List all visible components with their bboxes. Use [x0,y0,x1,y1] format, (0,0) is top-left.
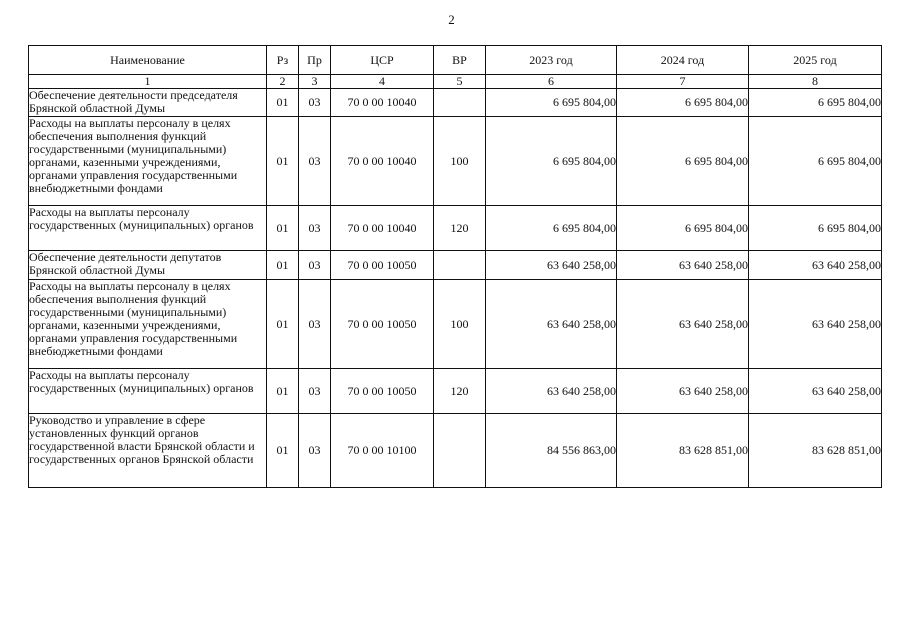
row-rz: 01 [267,251,299,280]
row-vr: 100 [434,280,486,369]
header-2023: 2023 год [486,46,617,75]
row-amount-2025: 63 640 258,00 [749,251,882,280]
row-amount-2024: 63 640 258,00 [617,369,749,414]
row-csr: 70 0 00 10050 [331,369,434,414]
row-csr: 70 0 00 10040 [331,117,434,206]
row-pr: 03 [299,369,331,414]
header-csr: ЦСР [331,46,434,75]
row-pr: 03 [299,251,331,280]
row-amount-2023: 63 640 258,00 [486,369,617,414]
row-name: Расходы на выплаты персоналу государственных (муниципальных) органов [29,369,267,414]
row-rz: 01 [267,117,299,206]
row-pr: 03 [299,206,331,251]
table-row [29,280,882,369]
column-number-row [29,75,882,89]
row-amount-2025: 83 628 851,00 [749,414,882,488]
row-amount-2023: 6 695 804,00 [486,206,617,251]
row-name: Обеспечение деятельности председателя Брянской областной Думы [29,89,267,117]
row-vr: 120 [434,206,486,251]
row-rz: 01 [267,206,299,251]
row-name: Руководство и управление в сфере установленных функций органов государственной власти Брянской области и государственных органов Брянской области [29,414,267,488]
row-amount-2025: 6 695 804,00 [749,117,882,206]
budget-table [28,45,882,488]
row-csr: 70 0 00 10050 [331,280,434,369]
page-number: 2 [448,12,455,27]
header-name: Наименование [29,46,267,75]
row-amount-2024: 6 695 804,00 [617,117,749,206]
row-pr: 03 [299,414,331,488]
row-amount-2025: 6 695 804,00 [749,89,882,117]
row-vr [434,251,486,280]
row-amount-2025: 6 695 804,00 [749,206,882,251]
header-2025: 2025 год [749,46,882,75]
column-number: 5 [434,75,486,89]
row-name: Расходы на выплаты персоналу государственных (муниципальных) органов [29,206,267,251]
row-csr: 70 0 00 10040 [331,89,434,117]
row-csr: 70 0 00 10040 [331,206,434,251]
row-rz: 01 [267,369,299,414]
row-name: Обеспечение деятельности депутатов Брянской областной Думы [29,251,267,280]
header-row [29,46,882,75]
row-amount-2024: 6 695 804,00 [617,206,749,251]
column-number: 4 [331,75,434,89]
column-number: 8 [749,75,882,89]
row-amount-2024: 63 640 258,00 [617,280,749,369]
row-amount-2024: 63 640 258,00 [617,251,749,280]
header-2024: 2024 год [617,46,749,75]
row-rz: 01 [267,280,299,369]
column-number: 1 [29,75,267,89]
row-amount-2023: 6 695 804,00 [486,117,617,206]
row-amount-2024: 83 628 851,00 [617,414,749,488]
table-row [29,369,882,414]
row-rz: 01 [267,414,299,488]
row-name: Расходы на выплаты персоналу в целях обеспечения выполнения функций государственными (муниципальными) органами, казенными учреждениями, органами управления государственными внебюджетными фондами [29,280,267,369]
table-row [29,414,882,488]
header-vr: ВР [434,46,486,75]
row-csr: 70 0 00 10100 [331,414,434,488]
row-vr [434,414,486,488]
row-amount-2024: 6 695 804,00 [617,89,749,117]
column-number: 7 [617,75,749,89]
row-vr: 120 [434,369,486,414]
row-pr: 03 [299,89,331,117]
row-pr: 03 [299,117,331,206]
header-pr: Пр [299,46,331,75]
row-pr: 03 [299,280,331,369]
row-name: Расходы на выплаты персоналу в целях обеспечения выполнения функций государственными (муниципальными) органами, казенными учреждениями, органами управления государственными внебюджетными фондами [29,117,267,206]
table-row [29,251,882,280]
row-rz: 01 [267,89,299,117]
column-number: 2 [267,75,299,89]
table-row [29,117,882,206]
row-vr: 100 [434,117,486,206]
row-csr: 70 0 00 10050 [331,251,434,280]
row-amount-2025: 63 640 258,00 [749,280,882,369]
table-row [29,206,882,251]
row-amount-2023: 63 640 258,00 [486,251,617,280]
header-rz: Рз [267,46,299,75]
column-number: 3 [299,75,331,89]
row-amount-2023: 84 556 863,00 [486,414,617,488]
row-amount-2025: 63 640 258,00 [749,369,882,414]
row-amount-2023: 63 640 258,00 [486,280,617,369]
row-amount-2023: 6 695 804,00 [486,89,617,117]
column-number: 6 [486,75,617,89]
row-vr [434,89,486,117]
table-row [29,89,882,117]
